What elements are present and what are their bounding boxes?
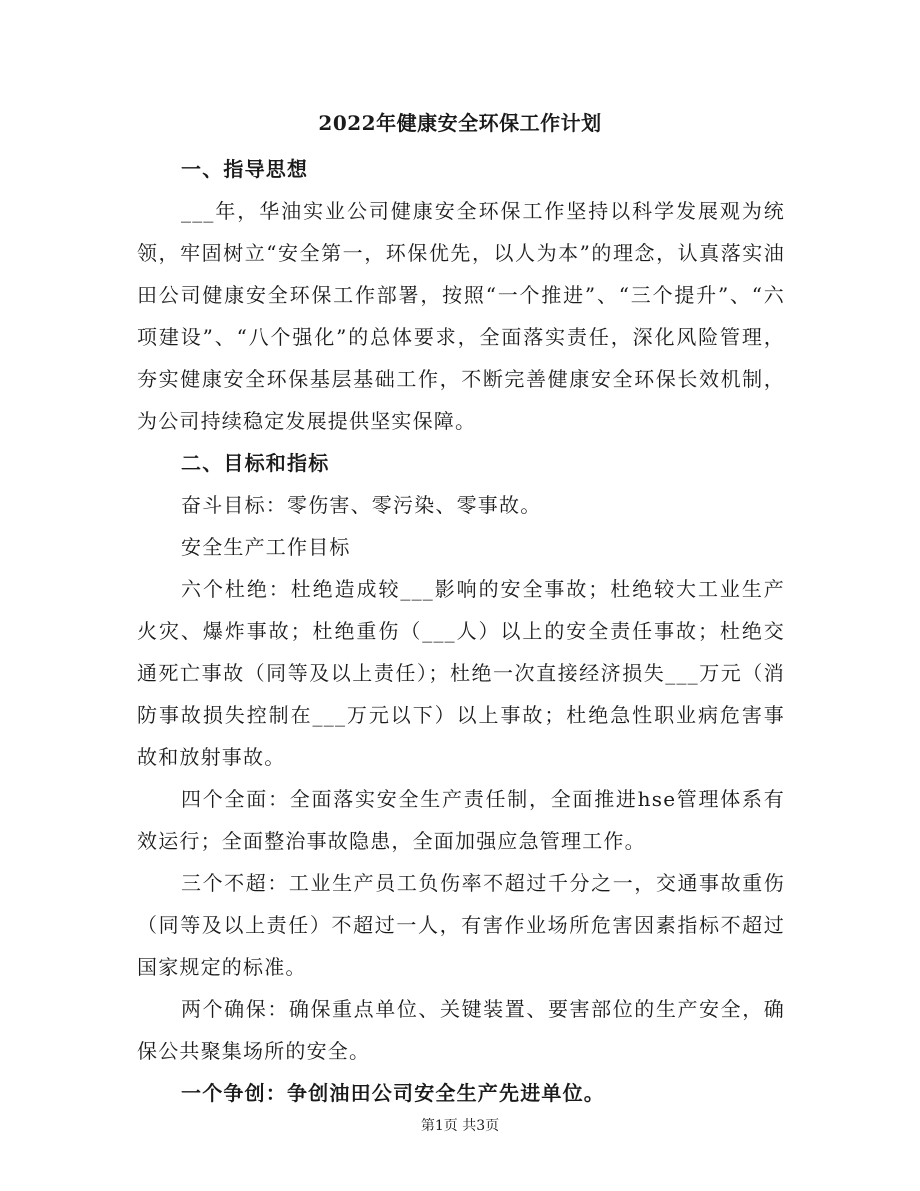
paragraph-guiding-ideology: ___年，华油实业公司健康安全环保工作坚持以科学发展观为统领，牢固树立“安全第一，环保优先，以人为本”的理念，认真落实油田公司健康安全环保工作部署，按照“一个推进”、“三个提升”、“六项建设”、“八个强化”的总体要求，全面落实责任，深化风险管理，夯实健康安全环保基层基础工作，不断完善健康安全环保长效机制，为公司持续稳定发展提供坚实保障。: [137, 199, 785, 433]
paragraph-safety-goal-label: 安全生产工作目标: [181, 535, 351, 559]
paragraph-three-not-exceed: 三个不超：工业生产员工负伤率不超过千分之一，交通事故重伤（同等及以上责任）不超过一人，有害作业场所危害因素指标不超过国家规定的标准。: [137, 871, 785, 979]
paragraph-six-eliminations: 六个杜绝：杜绝造成较___影响的安全事故；杜绝较大工业生产火灾、爆炸事故；杜绝重伤（___人）以上的安全责任事故；杜绝交通死亡事故（同等及以上责任）；杜绝一次直接经济损失___万元（消防事故损失控制在___万元以下）以上事故；杜绝急性职业病危害事故和放射事故。: [137, 577, 785, 769]
paragraph-four-comprehensives: 四个全面：全面落实安全生产责任制，全面推进hse管理体系有效运行；全面整治事故隐患，全面加强应急管理工作。: [137, 787, 785, 853]
paragraph-two-ensures: 两个确保：确保重点单位、关键装置、要害部位的生产安全，确保公共聚集场所的安全。: [137, 997, 785, 1063]
document-body: [137, 148, 785, 1114]
section-heading-goals: 二、目标和指标: [181, 451, 330, 475]
paragraph-one-strive: 一个争创：争创油田公司安全生产先进单位。: [181, 1081, 605, 1105]
document-title: 2022年健康安全环保工作计划: [318, 111, 602, 135]
section-heading-guiding-ideology: 一、指导思想: [181, 157, 309, 181]
page-footer: 第1页 共3页: [420, 1118, 500, 1134]
paragraph-strive-goal: 奋斗目标：零伤害、零污染、零事故。: [181, 493, 542, 517]
